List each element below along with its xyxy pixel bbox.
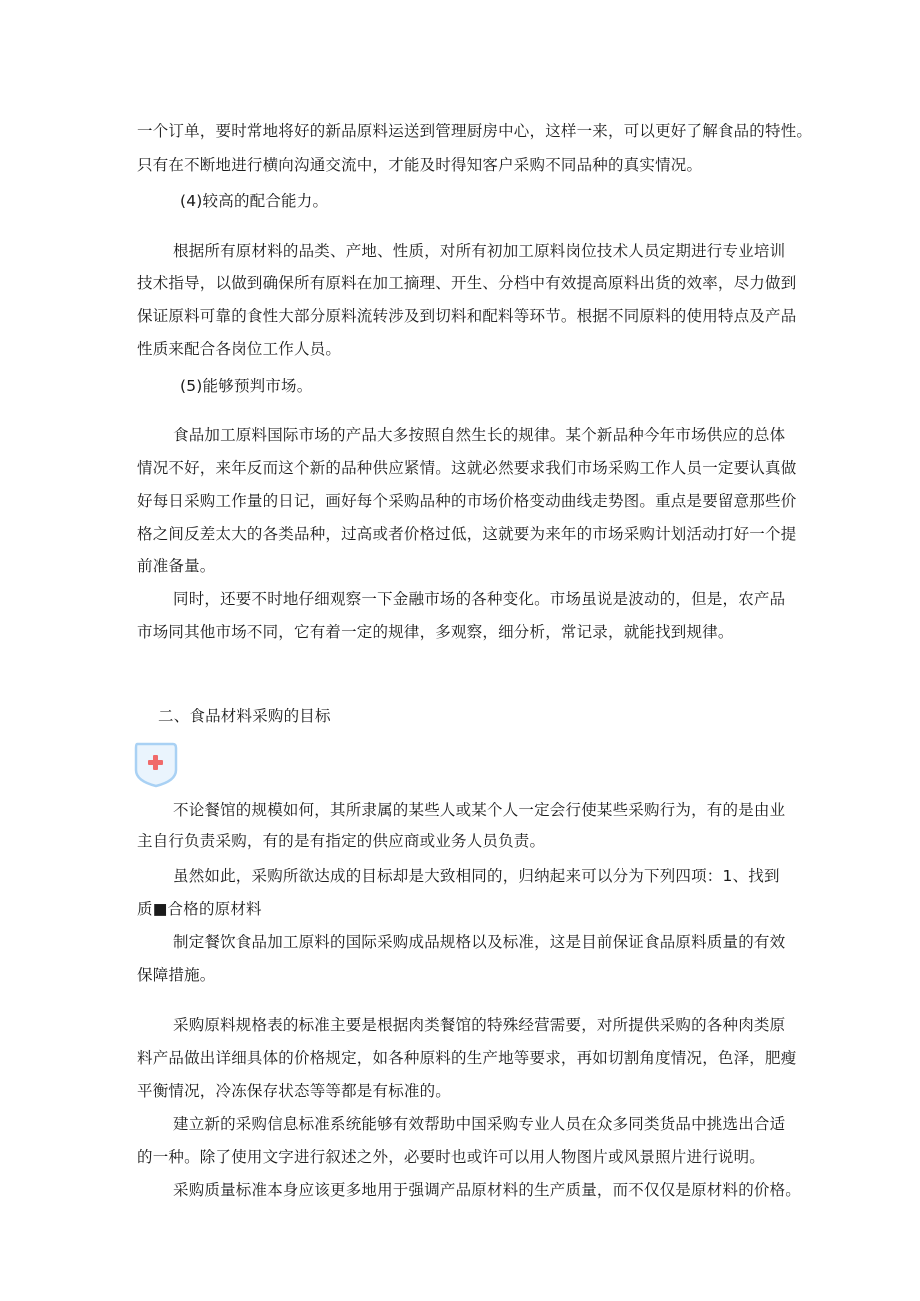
paragraph-line: 采购原料规格表的标准主要是根据肉类餐馆的特殊经营需要，对所提供采购的各种肉类原 xyxy=(173,1016,786,1034)
medical-cross-shield-icon xyxy=(133,740,179,788)
paragraph-line: 同时，还要不时地仔细观察一下金融市场的各种变化。市场虽说是波动的，但是，农产品 xyxy=(173,590,786,608)
paragraph-line: 质■合格的原材料 xyxy=(137,900,262,918)
paragraph-line: 格之间反差太大的各类品种，过高或者价格过低，这就要为来年的市场采购计划活动打好一个提 xyxy=(137,525,797,543)
paragraph-line: 建立新的采购信息标准系统能够有效帮助中国采购专业人员在众多同类货品中挑选出合适 xyxy=(173,1115,786,1133)
paragraph-line: 市场同其他市场不同，它有着一定的规律，多观察，细分析，常记录，就能找到规律。 xyxy=(137,623,734,641)
paragraph-line: 虽然如此，采购所欲达成的目标却是大致相同的，归纳起来可以分为下列四项：1、找到 xyxy=(173,867,780,885)
paragraph-line: 技术指导，以做到确保所有原料在加工摘理、开生、分档中有效提高原料出货的效率，尽力做到 xyxy=(137,274,797,292)
paragraph-line: 食品加工原料国际市场的产品大多按照自然生长的规律。某个新品种今年市场供应的总体 xyxy=(173,426,786,444)
paragraph-line: 不论餐馆的规模如何，其所隶属的某些人或某个人一定会行使某些采购行为，有的是由业 xyxy=(173,801,786,819)
paragraph-line: 平衡情况，冷冻保存状态等等都是有标准的。 xyxy=(137,1082,452,1100)
paragraph-line: 情况不好，来年反而这个新的品种供应紧情。这就必然要求我们市场采购工作人员一定要认真做 xyxy=(137,459,797,477)
paragraph-line: 制定餐饮食品加工原料的国际采购成品规格以及标准，这是目前保证食品原料质量的有效 xyxy=(173,933,786,951)
paragraph-line: 的一种。除了使用文字进行叙述之外，必要时也或许可以用人物图片或风景照片进行说明。 xyxy=(137,1148,766,1166)
paragraph-line: 前准备量。 xyxy=(137,557,216,575)
paragraph-line: 保证原料可靠的食性大部分原料流转涉及到切料和配料等环节。根据不同原料的使用特点及产品 xyxy=(137,307,797,325)
paragraph-line: 主自行负责采购，有的是有指定的供应商或业务人员负责。 xyxy=(137,832,546,850)
subsection-heading: (4)较高的配合能力。 xyxy=(180,192,329,210)
paragraph-line: 采购质量标准本身应该更多地用于强调产品原材料的生产质量，而不仅仅是原材料的价格。 xyxy=(173,1181,802,1199)
paragraph-line: 保障措施。 xyxy=(137,966,216,984)
paragraph-line: 性质来配合各岗位工作人员。 xyxy=(137,340,342,358)
paragraph-line: 一个订单，要时常地将好的新品原料运送到管理厨房中心，这样一来，可以更好了解食品的特性。 xyxy=(137,122,813,140)
paragraph-line: 好每日采购工作量的日记，画好每个采购品种的市场价格变动曲线走势图。重点是要留意那些价 xyxy=(137,492,797,510)
section-heading: 二、食品材料采购的目标 xyxy=(158,707,331,725)
paragraph-line: 料产品做出详细具体的价格规定，如各种原料的生产地等要求，再如切割角度情况，色泽，肥瘦 xyxy=(137,1049,797,1067)
paragraph-line: 只有在不断地进行横向沟通交流中，才能及时得知客户采购不同品种的真实情况。 xyxy=(137,156,703,174)
subsection-heading: (5)能够预判市场。 xyxy=(180,377,313,395)
paragraph-line: 根据所有原材料的品类、产地、性质，对所有初加工原料岗位技术人员定期进行专业培训 xyxy=(173,242,786,260)
